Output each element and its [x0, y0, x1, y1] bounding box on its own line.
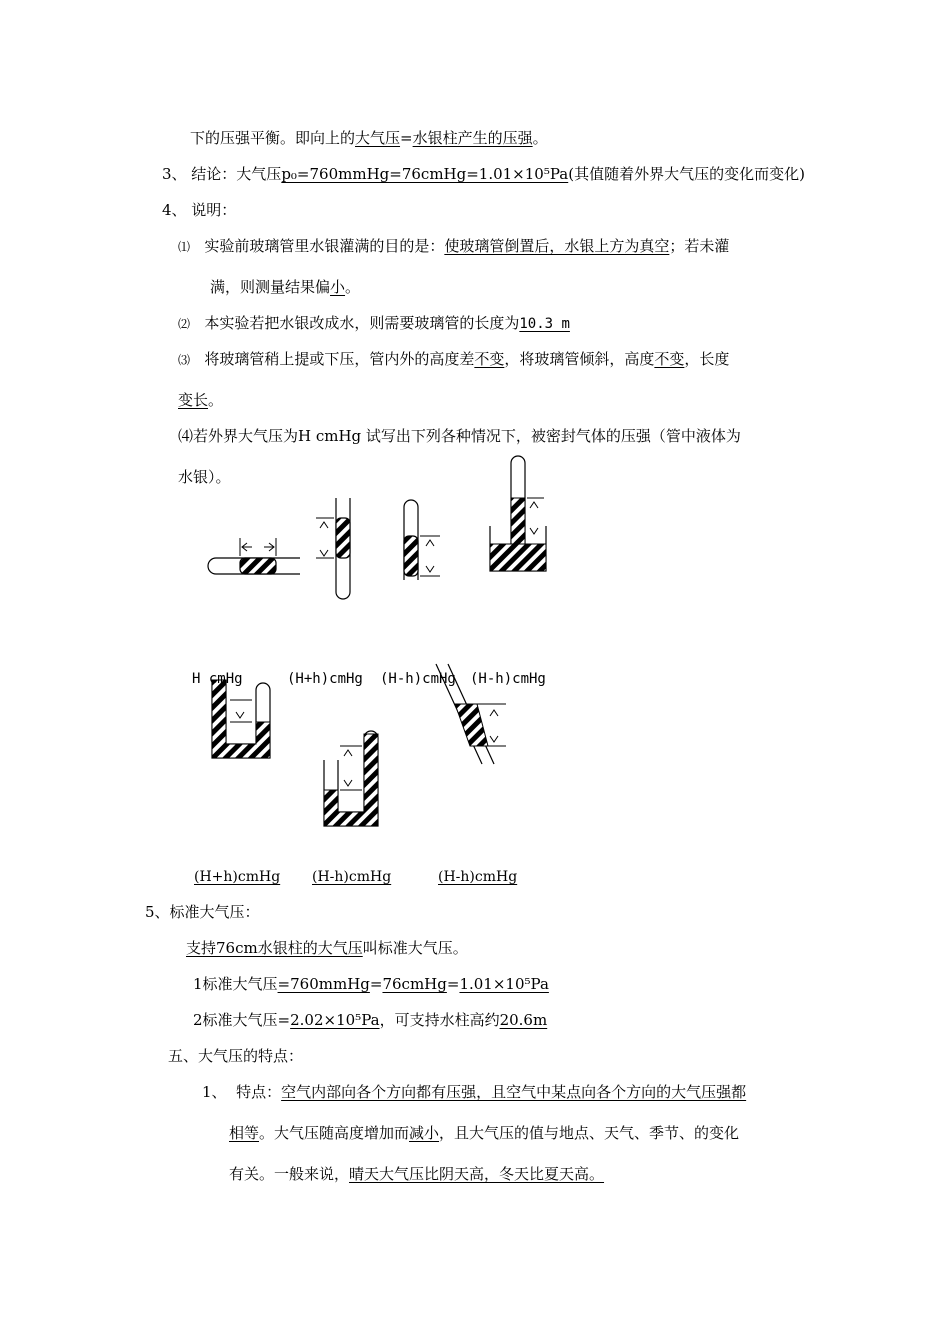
- p1-label: 特点：: [236, 1083, 282, 1101]
- section5-title: 五、大气压的特点：: [168, 1047, 304, 1065]
- item5-l2-eq2: =: [446, 975, 460, 993]
- item4-s4-line1: ⑷若外界大气压为H cmHg 试写出下列各种情况下，被密封气体的压强（管中液体为: [178, 427, 741, 445]
- item5-l1-answer: 支持76cm水银柱的大气压: [186, 939, 363, 957]
- item5-l2-pa: 1.01×10⁵Pa: [459, 975, 549, 993]
- s2-text: 本实验若把水银改成水，则需要玻璃管的长度为: [204, 314, 520, 332]
- s1-mark: ⑴: [178, 240, 191, 254]
- item5-l2-text: 1标准大气压: [193, 975, 278, 993]
- section5-p1-line2: [229, 1123, 739, 1143]
- item5-l3-pa: 2.02×10⁵Pa: [290, 1011, 380, 1029]
- p1-mark: 1、: [202, 1083, 227, 1101]
- item5-line2: [193, 974, 549, 994]
- p1-answer: 空气内部向各个方向都有压强，且空气中某点向各个方向的大气压强都: [281, 1083, 747, 1101]
- s3-answer-2: 不变: [654, 350, 685, 368]
- diagram-vertical-tube-down: [316, 498, 350, 599]
- p1-text-3: 有关。一般来说，: [229, 1165, 350, 1183]
- item3-suffix: (其值随着外界大气压的变化而变化): [568, 165, 805, 183]
- p1-answer-4: 晴天大气压比阴天高，冬天比夏天高。: [349, 1165, 605, 1183]
- item5-l3-text: 2标准大气压=: [193, 1011, 291, 1029]
- intro-end: 。: [532, 129, 548, 147]
- diagram-u-tube-left: [212, 680, 270, 758]
- label-case-4: (H-h)cmHg: [470, 671, 546, 687]
- s2-mark: ⑵: [178, 317, 191, 331]
- s1-answer: 使玻璃管倒置后，水银上方为真空: [444, 237, 670, 255]
- section5-p1-line3: [229, 1164, 604, 1184]
- p1-text: 。大气压随高度增加而: [259, 1124, 410, 1142]
- p1-text-2: ，且大气压的值与地点、天气、季节、的变化: [439, 1124, 740, 1142]
- item5-l2-eq: =: [369, 975, 383, 993]
- s1-text-3: 满，则测量结果偏: [210, 278, 331, 296]
- section5-p1-line1: [202, 1082, 746, 1102]
- item5-l1-text: 叫标准大气压。: [362, 939, 468, 957]
- s1-text-2: ；若未灌: [669, 237, 730, 255]
- item3-formula: p₀=760mmHg=76cmHg=1.01×10⁵Pa: [281, 165, 569, 183]
- item4-s4-line2: 水银）。: [178, 468, 231, 486]
- s3-text-2: ，将玻璃管倾斜，高度: [504, 350, 655, 368]
- s3-mark: ⑶: [178, 353, 191, 367]
- label-case-7: (H-h)cmHg: [438, 869, 518, 885]
- diagram-vertical-tube-up: [404, 500, 440, 580]
- item5-line1: [178, 938, 468, 958]
- s3-text: 将玻璃管稍上提或下压，管内外的高度差: [204, 350, 475, 368]
- label-case-3: (H-h)cmHg: [380, 671, 456, 687]
- s2-answer: 10.3 m: [519, 316, 570, 332]
- diagram-u-tube-right: [324, 731, 378, 826]
- s3-text-3: ，长度: [684, 350, 730, 368]
- intro-text: 下的压强平衡。即向上的: [190, 129, 356, 147]
- item5-title: 5、标准大气压：: [145, 903, 260, 921]
- item5-line3: [193, 1010, 547, 1030]
- label-case-2: (H+h)cmHg: [287, 671, 363, 687]
- s1-answer-small: 小: [330, 278, 346, 296]
- diagram-horizontal-tube: [208, 538, 300, 574]
- item5-l2-cmhg: 76cmHg: [382, 975, 447, 993]
- item3-prefix: 3、 结论：大气压: [162, 165, 282, 183]
- s3-answer-3: 变长: [178, 391, 209, 409]
- s3-end: 。: [208, 391, 224, 409]
- item5-l3-height: 20.6m: [499, 1011, 548, 1029]
- intro-eq: =: [400, 129, 413, 147]
- intro-atm: 大气压: [355, 129, 401, 147]
- item5-l3-text-2: ，可支持水柱高约: [379, 1011, 500, 1029]
- p1-answer-2: 相等: [229, 1124, 260, 1142]
- item4-title: 4、 说明：: [162, 201, 237, 219]
- label-case-6: (H-h)cmHg: [312, 869, 392, 885]
- p1-answer-3: 减小: [409, 1124, 440, 1142]
- intro-mercury-pressure: 水银柱产生的压强: [412, 129, 533, 147]
- s1-text: 实验前玻璃管里水银灌满的目的是：: [204, 237, 445, 255]
- s3-answer-1: 不变: [474, 350, 505, 368]
- label-case-1: H cmHg: [192, 671, 243, 687]
- label-case-5: (H+h)cmHg: [194, 869, 281, 885]
- diagram-tube-in-bath: [490, 456, 546, 571]
- item5-l2-mmhg: =760mmHg: [277, 975, 370, 993]
- s1-end: 。: [345, 278, 361, 296]
